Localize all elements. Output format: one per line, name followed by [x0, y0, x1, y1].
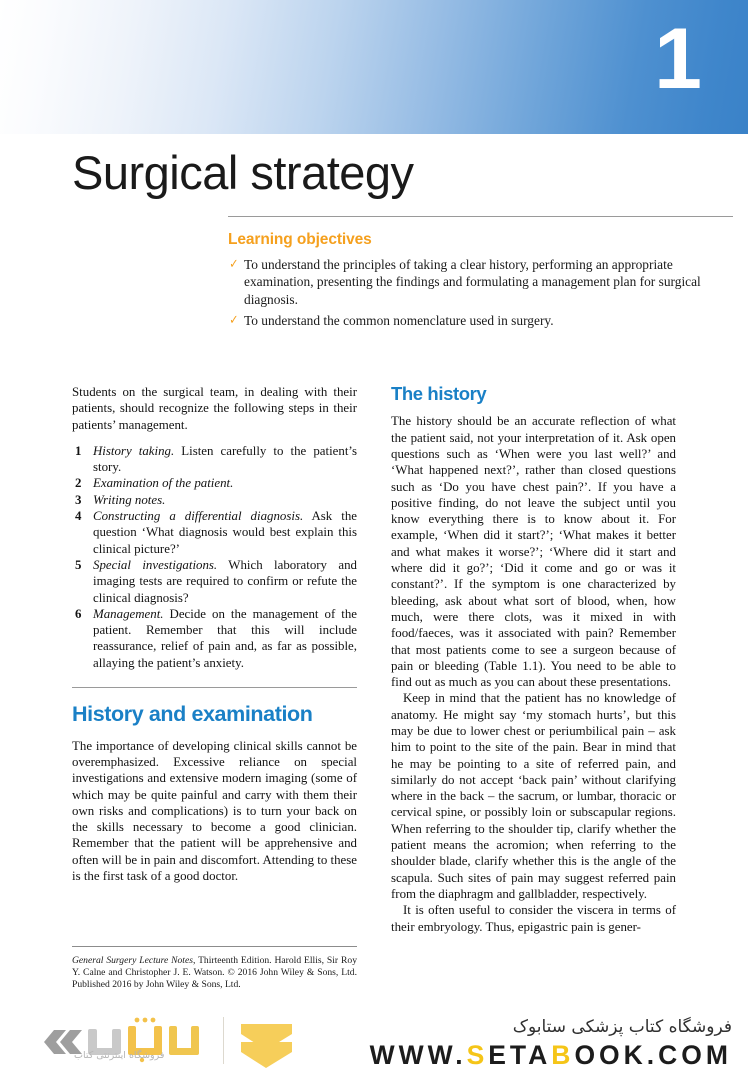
list-item-text: Ask the question ‘What diagnosis would best explain this clinical picture?’	[93, 509, 357, 556]
list-item-term: Management.	[93, 606, 164, 621]
management-steps-list	[72, 443, 357, 671]
watermark-bar	[0, 1006, 748, 1080]
paragraph: The importance of developing clinical skills cannot be overemphasized. Excessive reliance on special investigations and extensive modern imaging (some of which may be quite painful and carry with them their own risks and complications) is to turn your back on the skills necessary to become a good clinician. Remember that the patient will be apprehensive and often will be in pain and discomfort. Attending to these is the first task of a good doctor.	[72, 738, 357, 884]
chapter-number: 1	[654, 11, 700, 107]
copyright-footnote	[72, 946, 357, 992]
footnote-divider	[72, 946, 357, 947]
list-item	[72, 492, 357, 508]
footnote-text	[72, 955, 357, 992]
list-item-number: 3	[75, 492, 82, 507]
check-icon: ✓	[229, 313, 239, 329]
list-item	[72, 443, 357, 476]
section-divider	[72, 687, 357, 688]
list-item-number: 4	[75, 509, 82, 524]
footnote-book-title: General Surgery Lecture Notes	[72, 955, 193, 966]
left-column	[72, 384, 357, 1006]
list-item-term: Constructing a differential diagnosis.	[93, 509, 304, 524]
list-item-text: Listen carefully to the patient’s story.	[93, 443, 357, 475]
watermark-text-block	[370, 1014, 732, 1070]
paragraph: The history should be an accurate reflection of what the patient said, not your interpretation of it. Ask open questions such as ‘When were you last well?’ and ‘What happened next?’, rather than closed questions such as ‘Do you have chest pain?’. If you have a positive finding, do not leave the subject until you know everything there is to know about it. For example, ‘When did it start?’; ‘What makes it better and what makes it worse?’; ‘Where did it start and where did it go?’; ‘Did it come and go or was it constant?’. If the symptom is one characterized by bleeding, ask about what sort of blood, when, how much, were there clots, was it mixed in with food/faeces, was it associated with pain? Remember that most patients come to see a surgeon because of pain or bleeding (Table 1.1). You need to be able to find out as much as you can about these presentations.	[391, 414, 676, 690]
url-suffix: OOK.COM	[574, 1040, 732, 1070]
list-item	[72, 606, 357, 671]
list-item-text: Which laboratory and imaging tests are required to confirm or refute the clinical diagnosis?	[93, 557, 357, 605]
list-item-term: History taking.	[93, 443, 175, 458]
setabook-logo[interactable]	[36, 1012, 336, 1076]
list-item-number: 2	[75, 476, 82, 491]
learning-objectives-box	[228, 216, 733, 334]
url-letter-s: S	[466, 1040, 489, 1070]
list-item	[72, 475, 357, 491]
list-item-term: Examination of the patient.	[93, 476, 234, 491]
logo-divider	[223, 1017, 224, 1064]
list-item	[228, 312, 733, 330]
setabook-logo-icon	[36, 1012, 336, 1076]
list-item-term: Special investigations.	[93, 557, 218, 572]
list-item-term: Writing notes.	[93, 492, 166, 507]
list-item	[72, 508, 357, 557]
right-column	[391, 384, 676, 1006]
paragraph-intro: Students on the surgical team, in dealing with their patients, should recognize the following steps in their patients’ management.	[72, 385, 357, 432]
footnote-rest: , Thirteenth Edition. Harold Ellis, Sir Roy Y. Calne and Christopher J. E. Watson. © 2016 John Wiley & Sons, Ltd. Published 2016 by John Wiley & Sons, Ltd.	[72, 955, 357, 991]
body-columns	[72, 384, 676, 1006]
paragraph: Keep in mind that the patient has no knowledge of anatomy. He might say ‘my stomach hurts’, but this may be due to lower chest or periumbilical pain – ask him to point to the site of the pain. Bear in mind that he may be pointing to a site of referred pain, and similarly do not accept ‘back pain’ without clarifying where in the back – the sacrum, or lumbar, thoracic or cervical spine, or possibly loin or subscapular regions. When referring to the shoulder tip, clarify whether the patient means the acromion; when referring to the shoulder blade, clarify whether this is the angle of the scapula. Such sites of pain may suggest referred pain from the diaphragm and gallbladder, respectively.	[391, 691, 676, 901]
url-prefix: WWW.	[369, 1040, 467, 1070]
objective-text: To understand the common nomenclature used in surgery.	[244, 313, 554, 329]
objective-text: To understand the principles of taking a clear history, performing an appropriate examination, presenting the findings and formulating a management plan for surgical diagnosis.	[244, 257, 701, 307]
list-item	[72, 557, 357, 606]
section-heading-history-and-examination: History and examination	[72, 702, 313, 727]
check-icon: ✓	[229, 257, 239, 272]
chapter-header-band	[0, 0, 748, 134]
watermark-tagline-fa: فروشگاه کتاب پزشکی ستابوک	[512, 1017, 732, 1037]
watermark-url[interactable]	[370, 1040, 732, 1070]
paragraph: It is often useful to consider the viscera in terms of their embryology. Thus, epigastric pain is gener-	[391, 903, 676, 934]
list-item-number: 5	[75, 557, 82, 572]
list-item-number: 6	[75, 606, 82, 621]
logo-subtitle-fa: فروشگاه اینترنتی کتاب	[74, 1050, 165, 1061]
page-title: Surgical strategy	[72, 146, 414, 199]
learning-objectives-heading: Learning objectives	[228, 231, 372, 248]
list-item	[228, 256, 733, 308]
list-item-text: Decide on the management of the patient. Remember that this will include reassurance, relief of pain and, as far as possible, allaying the patient’s anxiety.	[93, 606, 357, 670]
list-item-number: 1	[75, 443, 82, 458]
objectives-divider	[228, 216, 733, 217]
section-heading-the-history: The history	[391, 383, 487, 404]
url-letter-b: B	[551, 1040, 575, 1070]
url-eta: ETA	[488, 1040, 552, 1070]
